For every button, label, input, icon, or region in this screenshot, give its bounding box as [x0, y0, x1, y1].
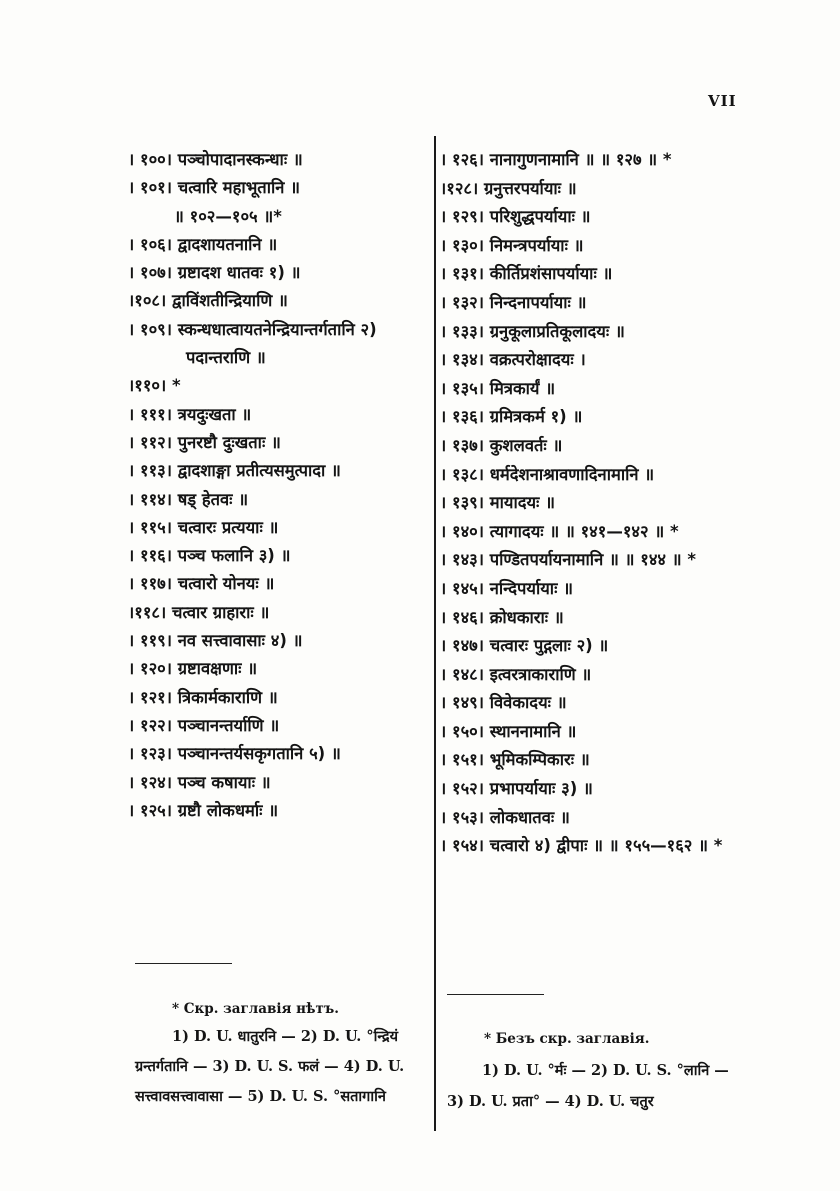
contents-entry: । १४८। इत्वरत्राकाराणि ॥ — [440, 664, 592, 684]
footnote-rule-right — [447, 994, 544, 995]
contents-entry: । १२९। परिशुद्धपर्यायाः ॥ — [440, 207, 591, 227]
contents-entry: । १४३। पण्डितपर्यायनामानि ॥ ॥ १४४ ॥ * — [440, 550, 696, 570]
contents-entry: । १५२। प्रभापर्यायाः ३) ॥ — [440, 779, 593, 799]
contents-entry: । १०९। स्कन्धधात्वायतनेन्द्रियान्तर्गतानि २) — [128, 319, 377, 339]
contents-entry: । १०१। चत्वारि महाभूतानि ॥ — [128, 178, 301, 198]
contents-entry: । १४९। विवेकादयः ॥ — [440, 693, 567, 713]
contents-entry: । १३८। धर्मदेशनाश्रावणादिनामानि ॥ — [440, 464, 655, 484]
contents-entry: । १४०। त्यागादयः ॥ ॥ १४१—१४२ ॥ * — [440, 521, 679, 541]
contents-entry: ।१२८। ग्रनुत्तरपर्यायाः ॥ — [440, 178, 577, 198]
footnote-left-line: 1) D. U. धातुरनि — 2) D. U. °न्द्रियं — [172, 1028, 398, 1045]
contents-entry: । ११४। षड् हेतवः ॥ — [128, 489, 249, 509]
contents-entry: । ११७। चत्वारो योनयः ॥ — [128, 574, 275, 594]
footnote-heading-right: * Безъ скр. заглавія. — [484, 1031, 650, 1047]
contents-entry: । १३४। वक्रत्परोक्षादयः । — [440, 350, 586, 370]
left-column — [128, 146, 428, 825]
contents-entry: । १२३। पञ्चानन्तर्यसकृगतानि ५) ॥ — [128, 744, 341, 764]
contents-entry: । १०७। ग्रष्टादश धातवः १) ॥ — [128, 263, 301, 283]
contents-entry: ।१०८। द्वाविंशतीन्द्रियाणि ॥ — [128, 291, 288, 311]
footnote-left-line: ग्रन्तर्गतानि — 3) D. U. S. फलं — 4) D. U. — [135, 1058, 405, 1075]
contents-entry: । ११९। नव सत्त्वावासाः ४) ॥ — [128, 631, 303, 651]
contents-entry: । १२१। त्रिकार्मकाराणि ॥ — [128, 687, 278, 707]
contents-entry: । ११६। पञ्च फलानि ३) ॥ — [128, 546, 291, 566]
contents-entry: । १४५। नन्दिपर्यायाः ॥ — [440, 578, 574, 598]
contents-entry: । १५३। लोकधातवः ॥ — [440, 807, 570, 827]
contents-entry: । १५०। स्थाननामानि ॥ — [440, 721, 577, 741]
contents-entry: ।११०। * — [128, 376, 181, 396]
contents-entry: । १२६। नानागुणनामानि ॥ ॥ १२७ ॥ * — [440, 150, 672, 169]
contents-entry: । १२२। पञ्चानन्तर्याणि ॥ — [128, 715, 280, 735]
contents-entry: । १५४। चत्वारो ४) द्वीपाः ॥ ॥ १५५—१६२ ॥ * — [440, 836, 723, 856]
contents-entry: । १४६। क्रोधकाराः ॥ — [440, 607, 564, 627]
contents-entry: । १५१। भूमिकम्पिकारः ॥ — [440, 750, 590, 770]
contents-entry: । १३७। कुशलवर्तः ॥ — [440, 435, 563, 455]
contents-entry: । १४७। चत्वारः पुद्गलाः २) ॥ — [440, 636, 609, 656]
contents-entry: । १३९। मायादयः ॥ — [440, 493, 556, 513]
contents-entry: ॥ १०२—१०५ ॥* — [174, 206, 282, 226]
footnote-rule-left — [135, 963, 232, 964]
column-divider — [434, 136, 436, 1131]
contents-entry: । ११५। चत्वारः प्रत्ययाः ॥ — [128, 517, 279, 537]
footnote-heading-left: * Скр. заглавія нѣтъ. — [172, 1001, 339, 1017]
contents-entry: पदान्तराणि ॥ — [186, 348, 266, 368]
contents-entry: । १३२। निन्दनापर्यायाः ॥ — [440, 292, 587, 312]
contents-entry: । १२५। ग्रष्टौ लोकधर्माः ॥ — [128, 800, 279, 820]
contents-entry: । १२४। पञ्च कषायाः ॥ — [128, 772, 271, 792]
contents-entry: ।११८। चत्वार ग्राहाराः ॥ — [128, 602, 270, 622]
contents-entry: । १३१। कीर्तिप्रशंसापर्यायाः ॥ — [440, 264, 613, 284]
contents-entry: । १३३। ग्रनुकूलाप्रतिकूलादयः ॥ — [440, 321, 625, 341]
contents-entry: । १३०। निमन्त्रपर्यायाः ॥ — [440, 235, 584, 255]
right-column — [440, 146, 785, 861]
contents-entry: । १३५। मित्रकार्यं ॥ — [440, 378, 556, 398]
footnote-right-line: 3) D. U. प्रता° — 4) D. U. चतुर — [447, 1093, 654, 1110]
contents-entry: । १११। त्रयदुःखता ॥ — [128, 404, 252, 424]
contents-entry: । १००। पञ्चोपादानस्कन्धाः ॥ — [128, 150, 303, 169]
contents-entry: । १२०। ग्रष्टावक्षणाः ॥ — [128, 659, 258, 679]
page-number: VII — [708, 92, 737, 110]
footnote-right-line: 1) D. U. °र्मः — 2) D. U. S. °लानि — — [482, 1062, 729, 1079]
contents-entry: । १३६। ग्रमित्रकर्म १) ॥ — [440, 407, 583, 427]
contents-entry: । ११२। पुनरष्टौ दुःखताः ॥ — [128, 432, 281, 452]
contents-entry: । १०६। द्वादशायतनानि ॥ — [128, 234, 278, 254]
contents-entry: । ११३। द्वादशाङ्गा प्रतीत्यसमुत्पादा ॥ — [128, 461, 341, 481]
footnote-left-line: सत्त्वावसत्त्वावासा — 5) D. U. S. °सतागानि — [135, 1088, 386, 1105]
